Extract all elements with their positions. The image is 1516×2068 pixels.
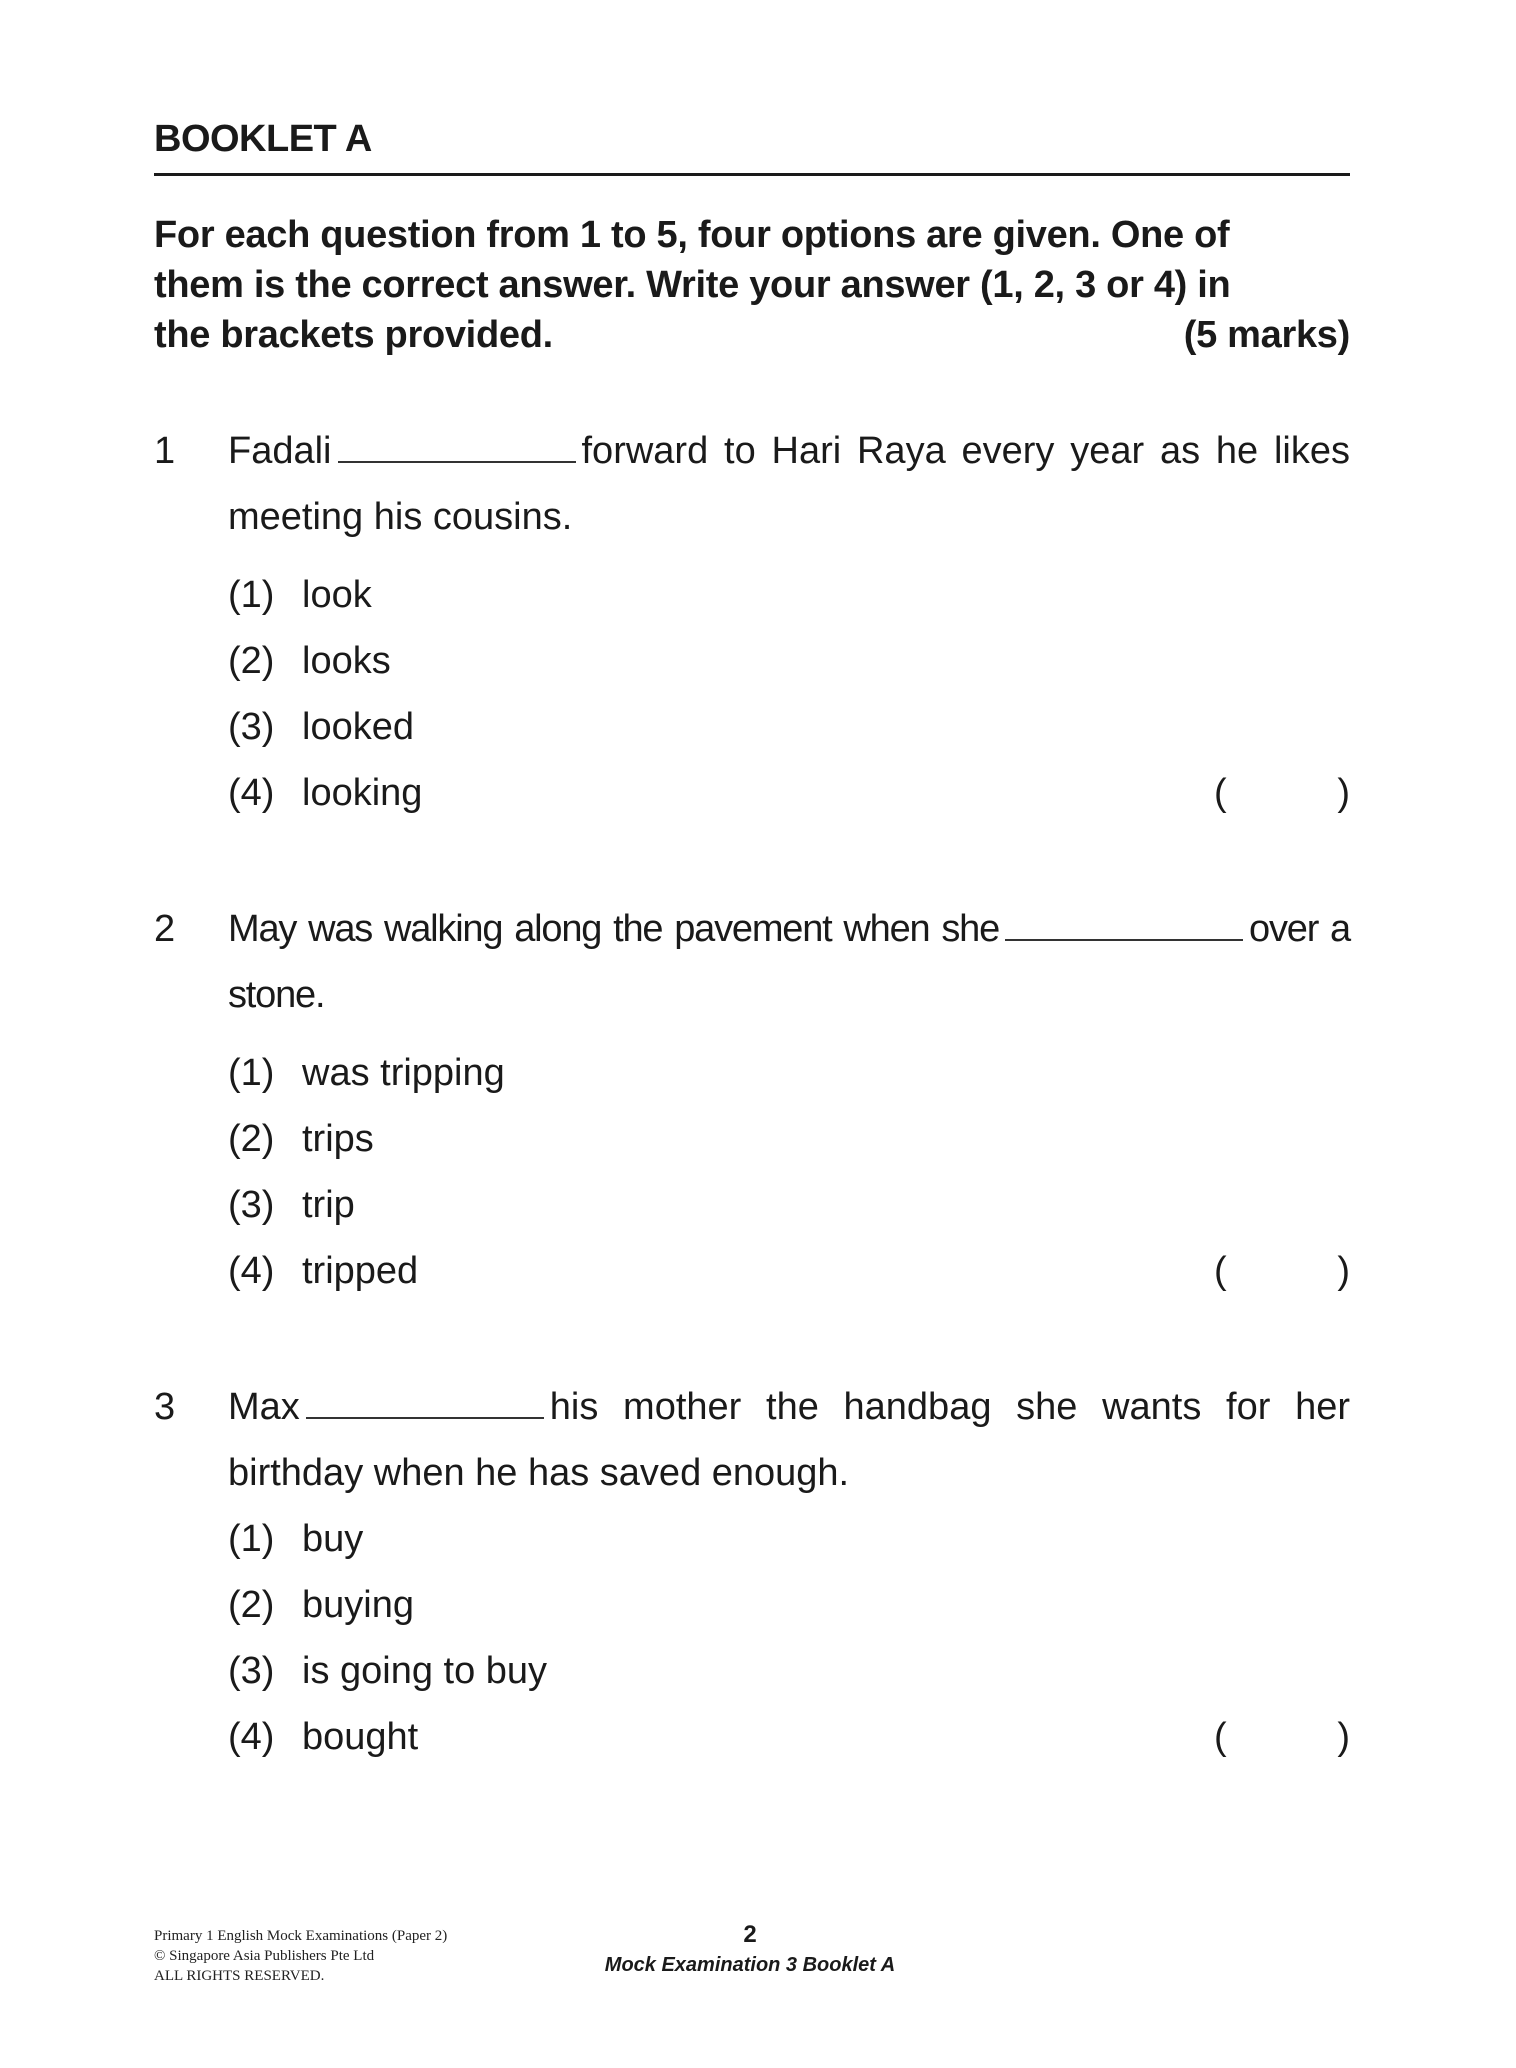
stem-before: Fadali [228,430,332,472]
option-3 [228,1172,1350,1238]
option-4 [228,760,1350,826]
answer-bracket[interactable] [1214,760,1350,826]
option-label: (4) [228,1716,275,1758]
question-body [228,418,1350,826]
option-label: (2) [228,640,275,682]
option-text: look [302,574,372,616]
stem-before: Max [228,1386,300,1428]
option-label: (2) [228,1118,275,1160]
instructions-line-1: For each question from 1 to 5, four options are given. One of [154,214,1230,256]
option-2 [228,1572,1350,1638]
option-1 [228,1040,1350,1106]
bracket-open: ( [1214,1716,1227,1758]
question-3 [154,1374,1350,1770]
answer-blank [1005,909,1243,941]
option-text: looks [302,640,391,682]
booklet-title: BOOKLET A [154,118,372,160]
option-label: (4) [228,772,275,814]
option-label: (2) [228,1584,275,1626]
answer-blank [338,431,576,463]
stem-after: his mother the handbag she wants for her birthday when he has saved enough. [228,1386,1350,1494]
option-label: (1) [228,1052,275,1094]
option-3 [228,694,1350,760]
option-4 [228,1238,1350,1304]
option-2 [228,628,1350,694]
answer-bracket[interactable] [1214,1238,1350,1304]
bracket-open: ( [1214,772,1227,814]
option-text: trip [302,1184,355,1226]
question-number: 2 [154,908,176,950]
instructions-line-3 [154,310,1350,360]
question-body [228,896,1350,1304]
stem-after: forward to Hari Raya every year as he likes meeting his cousins. [228,430,1350,538]
option-text: looking [302,772,423,814]
options-list [228,1506,1350,1770]
instructions [154,210,1350,360]
footer-copyright: © Singapore Asia Publishers Pte Ltd [154,1948,375,1964]
option-text: is going to buy [302,1650,548,1692]
question-number: 3 [154,1386,176,1428]
answer-bracket[interactable] [1214,1704,1350,1770]
option-2 [228,1106,1350,1172]
stem-before: May was walking along the pavement when she [228,908,1000,950]
footer-page-info [560,1920,940,1980]
option-label: (3) [228,706,275,748]
option-label: (1) [228,574,275,616]
option-text: looked [302,706,414,748]
question-number: 1 [154,430,176,472]
option-label: (4) [228,1250,275,1292]
option-text: bought [302,1716,419,1758]
instructions-line-3-text: the brackets provided. [154,314,553,356]
footer-exam-label: Mock Examination 3 Booklet A [604,1954,896,1976]
option-label: (3) [228,1184,275,1226]
footer-publication: Primary 1 English Mock Examinations (Paper 2) [154,1928,448,1944]
options-list [228,1040,1350,1304]
question-2 [154,896,1350,1304]
footer-publisher-info [154,1926,447,1986]
question-body [228,1374,1350,1770]
option-3 [228,1638,1350,1704]
option-text: was tripping [302,1052,505,1094]
option-text: buy [302,1518,364,1560]
options-list [228,562,1350,826]
option-text: tripped [302,1250,419,1292]
option-1 [228,562,1350,628]
question-stem [228,896,1350,1028]
bracket-close: ) [1337,772,1350,814]
footer-rights: ALL RIGHTS RESERVED. [154,1968,325,1984]
answer-blank [306,1387,544,1419]
instructions-line-2: them is the correct answer. Write your answer (1, 2, 3 or 4) in [154,264,1231,306]
page-number: 2 [743,1921,757,1948]
option-label: (1) [228,1518,275,1560]
question-1 [154,418,1350,826]
option-text: buying [302,1584,414,1626]
option-1 [228,1506,1350,1572]
option-label: (3) [228,1650,275,1692]
option-text: trips [302,1118,374,1160]
question-stem [228,1374,1350,1506]
bracket-close: ) [1337,1250,1350,1292]
title-divider [154,173,1350,176]
bracket-close: ) [1337,1716,1350,1758]
marks-label: (5 marks) [1183,314,1350,356]
bracket-open: ( [1214,1250,1227,1292]
stem-after: over a stone. [228,908,1350,1016]
option-4 [228,1704,1350,1770]
question-stem [228,418,1350,550]
